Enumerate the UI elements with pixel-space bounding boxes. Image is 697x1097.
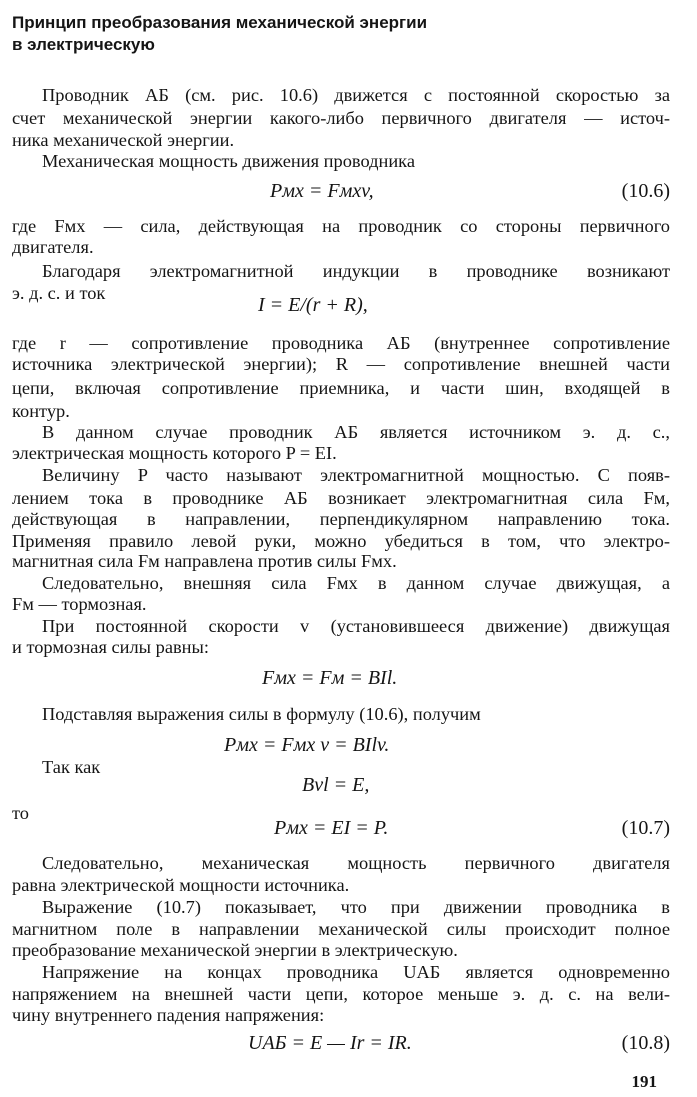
page-number: 191 bbox=[631, 1072, 657, 1091]
body-line: Следовательно, механическая мощность первичного двигателя bbox=[42, 853, 670, 873]
formula-expression: UАБ = E — Ir = IR. bbox=[248, 1032, 412, 1054]
formula-expression: I = E/(r + R), bbox=[258, 294, 368, 316]
formula-expression: Bvl = E, bbox=[302, 774, 370, 796]
formula-expression: Pмх = Fмх v = BIlv. bbox=[224, 734, 390, 756]
body-line: контур. bbox=[12, 401, 70, 421]
body-line: Благодаря электромагнитной индукции в проводнике возникают bbox=[42, 261, 670, 281]
body-line: преобразование механической энергии в электрическую. bbox=[12, 940, 458, 960]
body-line: Величину P часто называют электромагнитной мощностью. С появ- bbox=[42, 465, 670, 485]
body-line: Механическая мощность движения проводника bbox=[42, 151, 415, 171]
body-line: магнитная сила Fм направлена против силы Fмх. bbox=[12, 551, 397, 571]
body-line: ника механической энергии. bbox=[12, 130, 235, 150]
body-line: магнитном поле в направлении механической силы происходит полное bbox=[12, 919, 670, 939]
body-line: Проводник АБ (см. рис. 10.6) движется с постоянной скоростью за bbox=[42, 85, 670, 105]
body-line: Напряжение на концах проводника UАБ является одновременно bbox=[42, 962, 670, 982]
body-line: Выражение (10.7) показывает, что при движении проводника в bbox=[42, 897, 670, 917]
body-line: чину внутреннего падения напряжения: bbox=[12, 1005, 325, 1025]
body-line: лением тока в проводнике АБ возникает электромагнитная сила Fм, bbox=[12, 488, 670, 508]
body-line: э. д. с. и ток bbox=[12, 283, 106, 303]
body-line: Применяя правило левой руки, можно убедиться в том, что электро- bbox=[12, 531, 670, 551]
body-line: где Fмх — сила, действующая на проводник со стороны первичного bbox=[12, 216, 670, 236]
body-line: действующая в направлении, перпендикулярном направлению тока. bbox=[12, 509, 670, 529]
formula-expression: Pмх = Fмхv, bbox=[270, 180, 374, 202]
body-line: источника электрической энергии); R — сопротивление внешней части bbox=[12, 354, 670, 374]
formula-number: (10.6) bbox=[621, 180, 670, 202]
formula-expression: Pмх = EI = P. bbox=[274, 817, 389, 839]
body-line: электрическая мощность которого P = EI. bbox=[12, 443, 337, 463]
body-line: счет механической энергии какого-либо первичного двигателя — источ- bbox=[12, 108, 670, 128]
body-line: При постоянной скорости v (установившееся движение) движущая bbox=[42, 616, 670, 636]
body-line: и тормозная силы равны: bbox=[12, 637, 209, 657]
body-line: то bbox=[12, 803, 29, 823]
body-line: равна электрической мощности источника. bbox=[12, 875, 350, 895]
section-heading bbox=[12, 12, 672, 56]
body-line: Fм — тормозная. bbox=[12, 594, 147, 614]
formula-number: (10.8) bbox=[621, 1032, 670, 1054]
body-line: Следовательно, внешняя сила Fмх в данном случае движущая, а bbox=[42, 573, 670, 593]
formula-expression: Fмх = Fм = BIl. bbox=[262, 667, 398, 689]
body-line: напряжением на внешней части цепи, которое меньше э. д. с. на вели- bbox=[12, 984, 670, 1004]
section-heading-line-2: в электрическую bbox=[12, 35, 155, 54]
body-line: В данном случае проводник АБ является источником э. д. с., bbox=[42, 422, 670, 442]
body-line: цепи, включая сопротивление приемника, и части шин, входящей в bbox=[12, 378, 670, 398]
body-line: двигателя. bbox=[12, 237, 94, 257]
formula-number: (10.7) bbox=[621, 817, 670, 839]
body-line: Так как bbox=[42, 757, 101, 777]
body-line: где r — сопротивление проводника АБ (внутреннее сопротивление bbox=[12, 333, 670, 353]
body-line: Подставляя выражения силы в формулу (10.6), получим bbox=[42, 704, 481, 724]
section-heading-line-1: Принцип преобразования механической энергии bbox=[12, 13, 428, 32]
